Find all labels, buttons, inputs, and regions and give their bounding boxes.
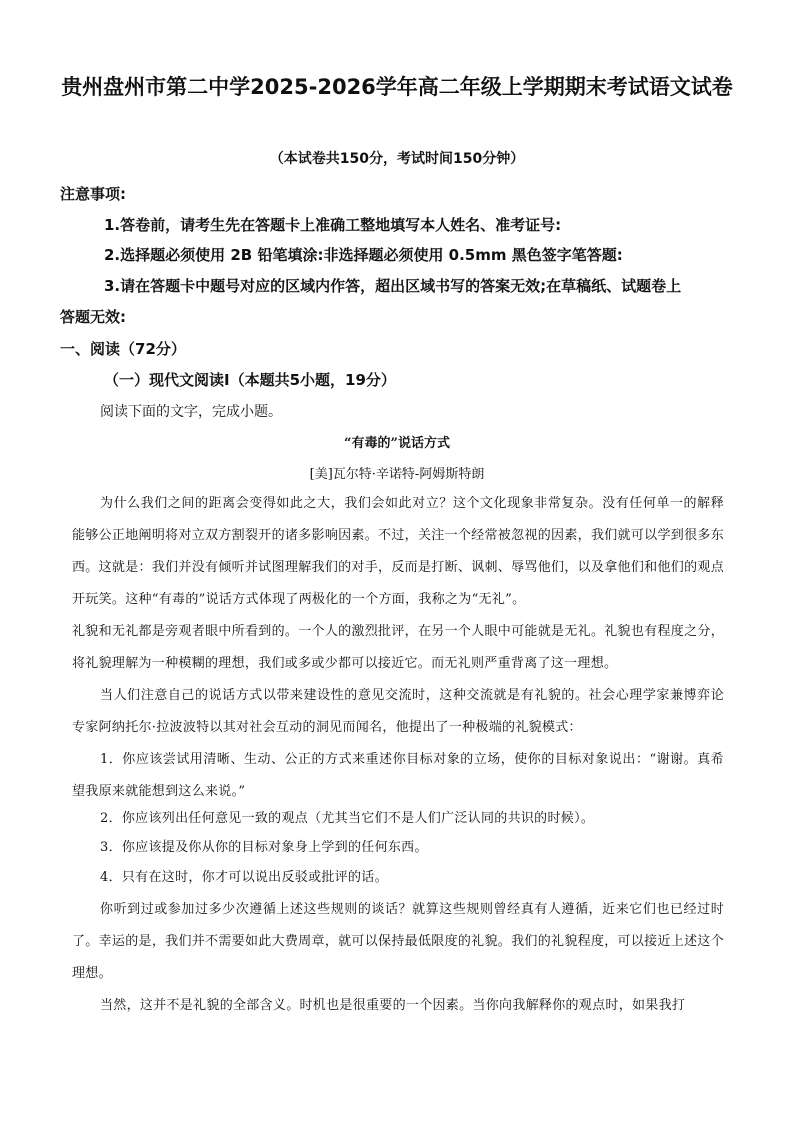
reading-instruction: 阅读下面的文字，完成小题。: [100, 404, 282, 420]
section-heading: 一、阅读（72分）: [60, 340, 186, 358]
article-author: [美]瓦尔特·辛诺特-阿姆斯特朗: [309, 467, 485, 482]
article-list-item: 4．只有在这时，你才可以说出反驳或批评的话。: [100, 870, 388, 885]
article-list-item: 3．你应该提及你从你的目标对象身上学到的任何东西。: [100, 840, 428, 855]
article-list-item: 2．你应该列出任何意见一致的观点（尤其当它们不是人们广泛认同的共识的时候）。: [100, 811, 595, 826]
section-subheading: （一）现代文阅读Ⅰ（本题共5小题，19分）: [104, 371, 396, 389]
notice-item-2: 2.选择题必须使用 2B 铅笔填涂:非选择题必须使用 0.5mm 黑色签字笔答题:: [104, 246, 623, 264]
exam-subtitle: （本试卷共150分，考试时间150分钟）: [269, 151, 525, 167]
article-paragraph: 礼貌和无礼都是旁观者眼中所看到的。一个人的激烈批评，在另一个人眼中可能就是无礼。礼貌也有程度之分，将礼貌理解为一种模糊的理想，我们或多或少都可以接近它。而无礼则严重背离了这一理想。: [72, 624, 724, 671]
article-paragraph: 当然，这并不是礼貌的全部含义。时机也是很重要的一个因素。当你向我解释你的观点时，如果我打: [100, 998, 686, 1013]
notice-item-1: 1.答卷前，请考生先在答题卡上准确工整地填写本人姓名、准考证号:: [104, 216, 562, 234]
article-title: “有毒的”说话方式: [344, 436, 450, 451]
article-list-item: 1．你应该尝试用清晰、生动、公正的方式来重述你目标对象的立场，使你的目标对象说出：“谢谢。真希望我原来就能想到这么来说。”: [72, 752, 724, 799]
exam-title: 贵州盘州市第二中学2025-2026学年高二年级上学期期末考试语文试卷: [61, 75, 733, 99]
notice-heading: 注意事项:: [60, 185, 126, 203]
notice-item-3-continued: 答题无效:: [60, 308, 126, 326]
article-paragraph: 当人们注意自己的说话方式以带来建设性的意见交流时，这种交流就是有礼貌的。社会心理学家兼博弈论专家阿纳托尔·拉波波特以其对社会互动的洞见而闻名，他提出了一种极端的礼貌模式：: [72, 688, 724, 735]
article-paragraph: 为什么我们之间的距离会变得如此之大，我们会如此对立？这个文化现象非常复杂。没有任何单一的解释能够公正地阐明将对立双方割裂开的诸多影响因素。不过，关注一个经常被忽视的因素，我们就可以学到很多东西。这就是：我们并没有倾听并试图理解我们的对手，反而是打断、讽刺、辱骂他们，以及拿他们和他们的观点开玩笑。这种“有毒的”说话方式体现了两极化的一个方面，我称之为“无礼”。: [72, 496, 724, 607]
article-paragraph: 你听到过或参加过多少次遵循上述这些规则的谈话？就算这些规则曾经真有人遵循，近来它们也已经过时了。幸运的是，我们并不需要如此大费周章，就可以保持最低限度的礼貌。我们的礼貌程度，可以接近上述这个理想。: [72, 902, 724, 981]
notice-item-3: 3.请在答题卡中题号对应的区域内作答，超出区域书写的答案无效;在草稿纸、试题卷上: [104, 277, 682, 295]
